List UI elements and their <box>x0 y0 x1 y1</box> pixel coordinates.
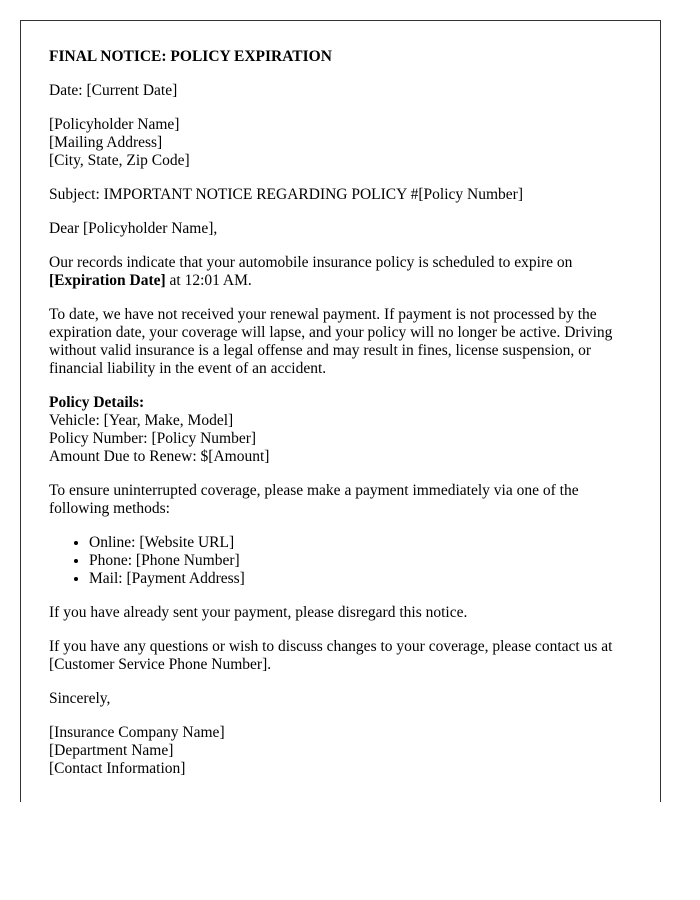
recipient-city-state-zip: [City, State, Zip Code] <box>49 152 190 169</box>
recipient-name: [Policyholder Name] <box>49 116 180 133</box>
expiration-date: [Expiration Date] <box>49 272 166 289</box>
subject-line: Subject: IMPORTANT NOTICE REGARDING POLICY #[Policy Number] <box>49 186 523 203</box>
signature-block <box>49 724 632 778</box>
recipient-mailing-address: [Mailing Address] <box>49 134 163 151</box>
closing: Sincerely, <box>49 690 111 707</box>
policy-vehicle: Vehicle: [Year, Make, Model] <box>49 412 234 429</box>
date-line: Date: [Current Date] <box>49 82 178 99</box>
recipient-address <box>49 116 632 170</box>
payment-method-mail: • Mail: [Payment Address] <box>89 570 632 588</box>
signature-department: [Department Name] <box>49 742 174 759</box>
payment-intro: To ensure uninterrupted coverage, please make a payment immediately via one of the following methods: <box>49 482 579 517</box>
policy-number: Policy Number: [Policy Number] <box>49 430 257 447</box>
policy-details <box>49 394 632 466</box>
expiration-text-after: at 12:01 AM. <box>165 272 252 289</box>
notice-title: FINAL NOTICE: POLICY EXPIRATION <box>49 48 332 65</box>
policy-details-heading: Policy Details: <box>49 394 145 411</box>
payment-method-phone: • Phone: [Phone Number] <box>89 552 632 570</box>
renewal-warning-paragraph: To date, we have not received your renewal payment. If payment is not processed by the expiration date, your coverage will lapse, and your policy will no longer be active. Driving without valid insurance is a legal offense and may result in fines, license suspension, or financial liability in the event of an accident. <box>49 306 613 377</box>
expiration-paragraph <box>49 254 632 290</box>
signature-company: [Insurance Company Name] <box>49 724 225 741</box>
expiration-text-before: Our records indicate that your automobile insurance policy is scheduled to expire on <box>49 254 573 271</box>
disregard-notice: If you have already sent your payment, please disregard this notice. <box>49 604 468 621</box>
signature-contact: [Contact Information] <box>49 760 186 777</box>
letter-page <box>20 20 661 802</box>
policy-amount-due: Amount Due to Renew: $[Amount] <box>49 448 270 465</box>
payment-method-online: • Online: [Website URL] <box>89 534 632 552</box>
payment-methods-list <box>49 534 632 588</box>
salutation: Dear [Policyholder Name], <box>49 220 218 237</box>
questions-paragraph: If you have any questions or wish to discuss changes to your coverage, please contact us at [Customer Service Phone Number]. <box>49 638 613 673</box>
